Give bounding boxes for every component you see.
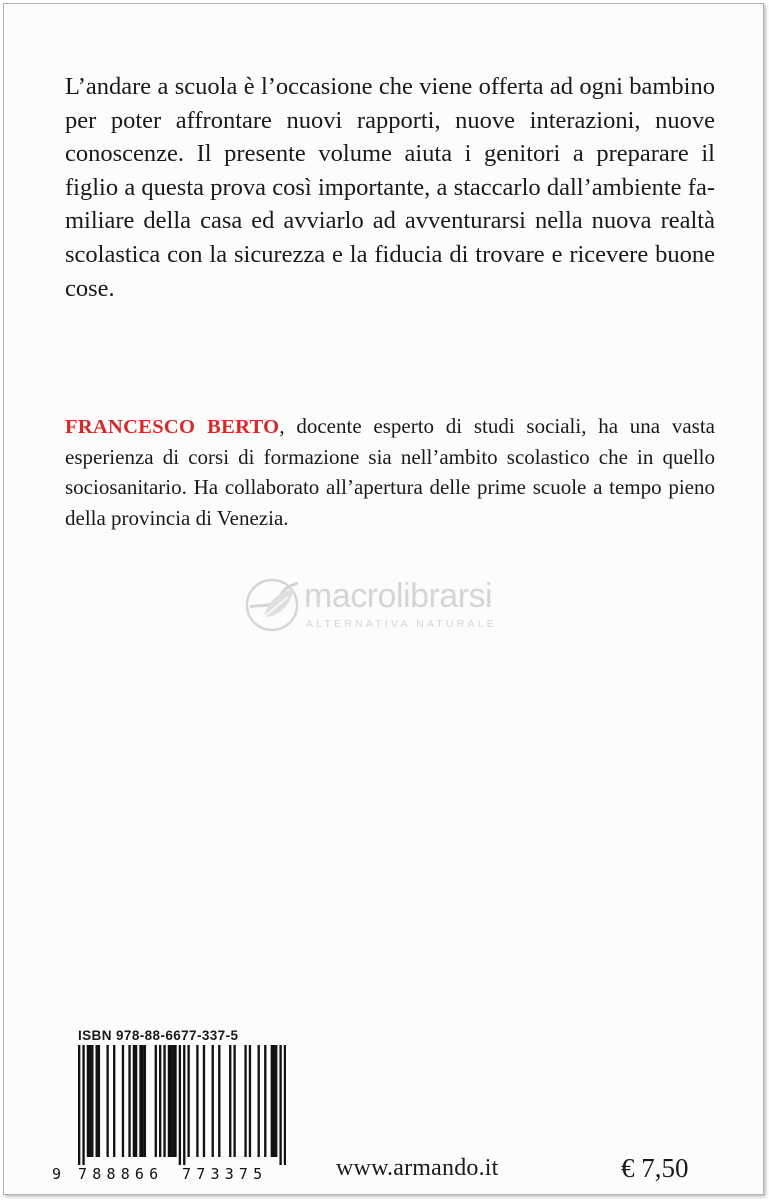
price: € 7,50 bbox=[621, 1153, 689, 1183]
barcode-bar bbox=[203, 1045, 205, 1157]
isbn-label: ISBN 978-88-6677-337-5 bbox=[78, 1028, 239, 1043]
barcode-block bbox=[52, 1045, 292, 1185]
barcode-bar bbox=[273, 1045, 275, 1157]
book-blurb: L’andare a scuola è l’occasione che viene offerta ad ogni bambino per poter affrontare nuovi rapporti, nuove interazioni, nuove conoscenze. Il presente volume aiuta i genitori a preparare il figlio a questa prova così importante, a staccarlo dall’ambiente familiare della casa ed avviarlo ad avventurarsi nella nuova realtà scolastica con la sicurezza e la fiducia di trovare e ricevere buone cose. bbox=[65, 73, 715, 302]
barcode-bar bbox=[144, 1045, 146, 1157]
barcode bbox=[78, 1045, 286, 1165]
author-bio bbox=[65, 411, 715, 533]
barcode-bar bbox=[113, 1045, 115, 1157]
barcode-bar bbox=[82, 1045, 84, 1165]
barcode-bar bbox=[87, 1045, 89, 1157]
barcode-bar bbox=[233, 1045, 235, 1157]
barcode-bar bbox=[170, 1045, 172, 1157]
barcode-bar bbox=[155, 1045, 157, 1157]
barcode-bar bbox=[229, 1045, 231, 1157]
barcode-bar bbox=[264, 1045, 266, 1157]
barcode-bar bbox=[196, 1045, 198, 1157]
barcode-left-digits: 788866 bbox=[78, 1165, 164, 1183]
barcode-bar bbox=[135, 1045, 137, 1157]
barcode-bar bbox=[284, 1045, 286, 1165]
barcode-bar bbox=[139, 1045, 141, 1157]
barcode-bar bbox=[96, 1045, 98, 1157]
barcode-bar bbox=[106, 1045, 108, 1157]
barcode-bar bbox=[141, 1045, 143, 1157]
book-back-cover bbox=[3, 3, 764, 1195]
barcode-bar bbox=[271, 1045, 273, 1157]
barcode-bar bbox=[163, 1045, 165, 1157]
watermark-name: macrolibrarsi bbox=[304, 577, 493, 615]
barcode-bar bbox=[98, 1045, 100, 1157]
barcode-bar bbox=[78, 1045, 80, 1165]
barcode-bar bbox=[249, 1045, 251, 1157]
barcode-bar bbox=[122, 1045, 124, 1157]
barcode-bar bbox=[275, 1045, 277, 1157]
barcode-bar bbox=[258, 1045, 260, 1157]
leaf-logo-icon bbox=[242, 577, 304, 633]
watermark-tagline: ALTERNATIVA NATURALE bbox=[306, 618, 497, 630]
publisher-website: www.armando.it bbox=[336, 1155, 499, 1181]
author-bio-text: , docente esperto di studi sociali, ha una vasta esperienza di corsi di formazione sia nell’ambito scolastico che in quello sociosanitario. Ha collaborato all’apertura delle prime scuole a tempo pieno della provincia di Venezia. bbox=[65, 414, 715, 530]
barcode-bar bbox=[183, 1045, 185, 1165]
barcode-bar bbox=[133, 1045, 135, 1157]
barcode-bar bbox=[168, 1045, 170, 1157]
barcode-right-digits: 773375 bbox=[182, 1165, 268, 1183]
barcode-bar bbox=[89, 1045, 91, 1157]
barcode-bar bbox=[174, 1045, 176, 1157]
barcode-bar bbox=[172, 1045, 174, 1157]
barcode-bar bbox=[218, 1045, 220, 1157]
barcode-bar bbox=[179, 1045, 181, 1165]
barcode-bar bbox=[91, 1045, 93, 1157]
author-name: FRANCESCO BERTO bbox=[65, 416, 280, 438]
barcode-bar bbox=[279, 1045, 281, 1165]
barcode-bar bbox=[244, 1045, 246, 1157]
barcode-bar bbox=[212, 1045, 214, 1157]
barcode-bar bbox=[187, 1045, 189, 1157]
watermark bbox=[242, 577, 542, 637]
barcode-bar bbox=[159, 1045, 161, 1157]
barcode-bar bbox=[128, 1045, 130, 1157]
barcode-first-digit: 9 bbox=[52, 1165, 62, 1183]
